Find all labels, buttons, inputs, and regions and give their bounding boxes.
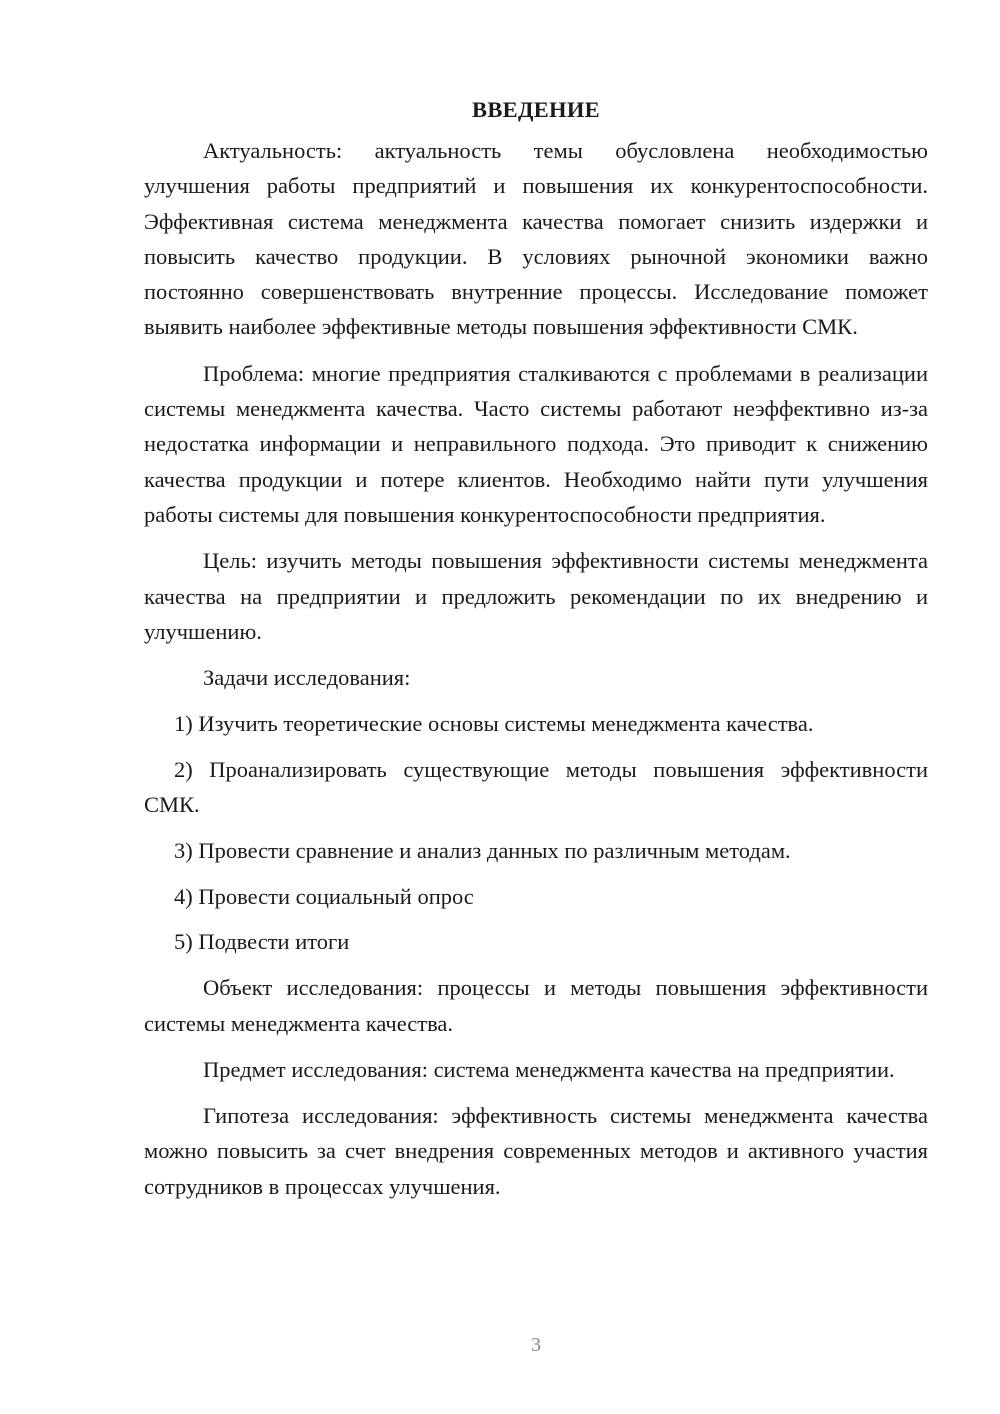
page-content [144, 92, 928, 1215]
object-paragraph: Объект исследования: процессы и методы повышения эффективности системы менеджмента качества. [144, 975, 928, 1036]
task-item: 2) Проанализировать существующие методы повышения эффективности СМК. [144, 756, 928, 818]
tasks-heading: Задачи исследования: [203, 665, 411, 691]
page-number: 3 [531, 1334, 541, 1356]
task-item: 1) Изучить теоретические основы системы менеджмента качества. [174, 710, 814, 736]
subject-paragraph: Предмет исследования: система менеджмента качества на предприятии. [203, 1056, 895, 1082]
goal-paragraph: Цель: изучить методы повышения эффективности системы менеджмента качества на предприятии и предложить рекомендации по их внедрению и улучшению. [144, 548, 928, 644]
page-title: ВВЕДЕНИЕ [472, 97, 600, 122]
task-item: 3) Провести сравнение и анализ данных по различным методам. [174, 837, 791, 863]
task-item: 4) Провести социальный опрос [174, 883, 474, 909]
hypothesis-paragraph: Гипотеза исследования: эффективность системы менеджмента качества можно повысить за счет внедрения современных методов и активного участия сотрудников в процессах улучшения. [144, 1103, 928, 1199]
task-item: 5) Подвести итоги [174, 929, 350, 955]
problem-paragraph: Проблема: многие предприятия сталкиваются с проблемами в реализации системы менеджмента качества. Часто системы работают неэффективно из-за недостатка информации и неправильного подхода. Это приводит к снижению качества продукции и потере клиентов. Необходимо найти пути улучшения работы системы для повышения конкурентоспособности предприятия. [144, 360, 928, 527]
relevance-paragraph: Актуальность: актуальность темы обусловлена необходимостью улучшения работы предприятий и повышения их конкурентоспособности. Эффективная система менеджмента качества помогает снизить издержки и повысить качество продукции. В условиях рыночной экономики важно постоянно совершенствовать внутренние процессы. Исследование поможет выявить наиболее эффективные методы повышения эффективности СМК. [144, 138, 928, 340]
